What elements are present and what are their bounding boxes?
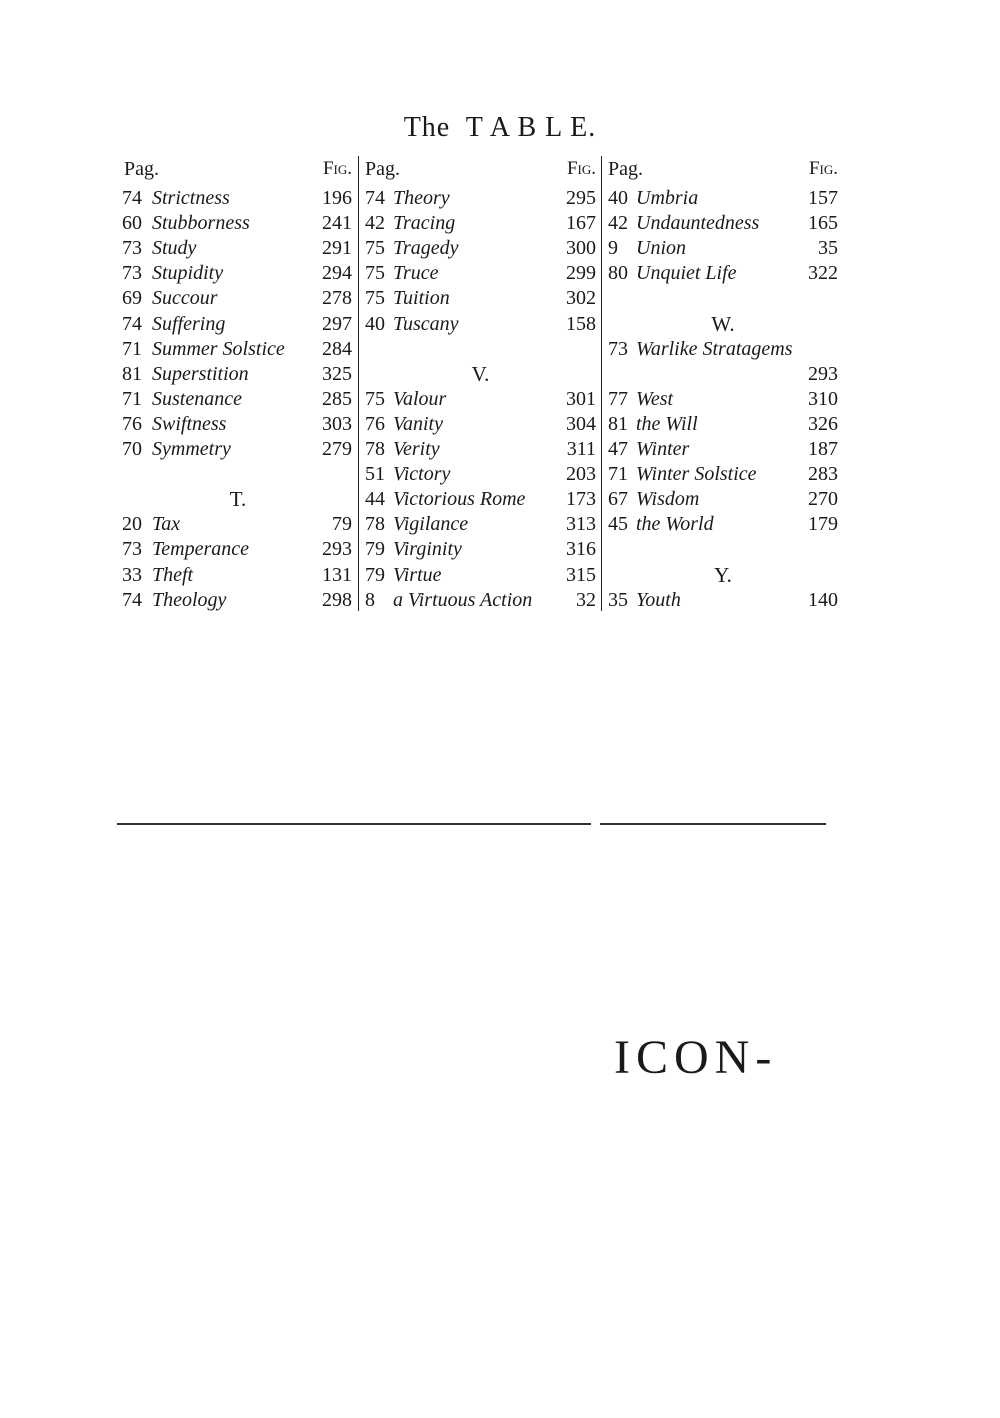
- entry-name: a Virtuous Action: [393, 589, 533, 611]
- figure-number: 203: [566, 463, 596, 485]
- section-letter: T.: [229, 487, 247, 511]
- figure-number: 173: [566, 488, 596, 510]
- page-number: 81: [608, 413, 628, 435]
- entry-name: Stupidity: [152, 262, 224, 284]
- page-number: 47: [608, 438, 628, 460]
- index-entry: [359, 512, 596, 537]
- figure-number: 157: [808, 187, 838, 209]
- figure-number: 316: [566, 538, 596, 560]
- fig-header: Fig.: [566, 158, 596, 179]
- index-entry: [118, 437, 352, 462]
- entry-name: Summer Solstice: [152, 338, 285, 360]
- page-number: 45: [608, 513, 628, 535]
- index-entry: [118, 286, 352, 311]
- entry-name: Tax: [152, 513, 181, 535]
- entry-name: Umbria: [636, 187, 699, 209]
- page-number: 80: [608, 262, 628, 284]
- index-entry: [118, 186, 352, 211]
- figure-number: 294: [322, 262, 352, 284]
- index-entry: [118, 537, 352, 562]
- page-number: 74: [122, 589, 142, 611]
- index-column-1: [118, 156, 358, 611]
- index-entry: [602, 512, 838, 537]
- figure-number: 196: [322, 187, 352, 209]
- page-number: 42: [365, 212, 385, 234]
- index-entry: [602, 362, 838, 387]
- page-number: 42: [608, 212, 628, 234]
- index-entry: [118, 512, 352, 537]
- index-entry: [118, 211, 352, 236]
- fig-header: Fig.: [322, 158, 352, 179]
- index-entry: [602, 437, 838, 462]
- figure-number: 304: [566, 413, 596, 435]
- index-entry: [118, 362, 352, 387]
- index-entry: [359, 236, 596, 261]
- figure-number: 131: [322, 564, 352, 586]
- figure-number: 279: [322, 438, 352, 460]
- page-number: 75: [365, 262, 385, 284]
- figure-number: 302: [566, 287, 596, 309]
- pag-header: Pag.: [365, 158, 400, 180]
- entry-name: Victorious Rome: [393, 488, 526, 510]
- entry-name: Stubborness: [152, 212, 250, 234]
- page-number: 79: [365, 564, 385, 586]
- page-number: 78: [365, 513, 385, 535]
- figure-number: 293: [808, 363, 838, 385]
- index-entry: [118, 588, 352, 613]
- index-entry: [602, 462, 838, 487]
- index-entry: [602, 337, 838, 362]
- page-number: 35: [608, 589, 628, 611]
- page-number: 78: [365, 438, 385, 460]
- index-entry: [118, 387, 352, 412]
- index-column-3: [601, 156, 844, 611]
- catchword: ICON-: [614, 1031, 778, 1084]
- page-number: 44: [365, 488, 385, 510]
- figure-number: 187: [808, 438, 838, 460]
- entry-name: Vigilance: [393, 513, 469, 535]
- figure-number: 283: [808, 463, 838, 485]
- figure-number: 300: [566, 237, 596, 259]
- page-number: 79: [365, 538, 385, 560]
- page-number: 73: [122, 262, 142, 284]
- index-entry: [602, 236, 838, 261]
- figure-number: 313: [566, 513, 596, 535]
- index-entry: [359, 563, 596, 588]
- entry-name: West: [636, 388, 674, 410]
- page-number: 73: [122, 237, 142, 259]
- page-number: 77: [608, 388, 628, 410]
- divider-rule-right: [600, 823, 826, 825]
- entry-name: Temperance: [152, 538, 250, 560]
- entry-name: Wisdom: [636, 488, 700, 510]
- entry-name: Superstition: [152, 363, 249, 385]
- figure-number: 270: [808, 488, 838, 510]
- entry-name: Warlike Stratagems: [636, 338, 793, 360]
- page-number: 70: [122, 438, 142, 460]
- page-number: 75: [365, 287, 385, 309]
- entry-name: the Will: [636, 413, 698, 435]
- figure-number: 285: [322, 388, 352, 410]
- entry-name: Victory: [393, 463, 451, 485]
- page-number: 73: [122, 538, 142, 560]
- index-entry: [602, 186, 838, 211]
- figure-number: 297: [322, 313, 352, 335]
- index-entry: [359, 211, 596, 236]
- figure-number: 301: [566, 388, 596, 410]
- index-entry: [359, 462, 596, 487]
- figure-number: 295: [566, 187, 596, 209]
- page-number: 20: [122, 513, 142, 535]
- section-letter: V.: [471, 362, 490, 386]
- index-entry: [602, 487, 838, 512]
- figure-number: 284: [322, 338, 352, 360]
- entry-name: Tracing: [393, 212, 456, 234]
- figure-number: 325: [322, 363, 352, 385]
- entry-name: Sustenance: [152, 388, 242, 410]
- figure-number: 322: [808, 262, 838, 284]
- figure-number: 32: [576, 589, 596, 611]
- index-entry: [602, 387, 838, 412]
- entry-name: Valour: [393, 388, 447, 410]
- figure-number: 79: [332, 513, 352, 535]
- entry-name: Succour: [152, 287, 218, 309]
- page-number: 76: [365, 413, 385, 435]
- entry-name: Study: [152, 237, 197, 259]
- index-entry: [359, 487, 596, 512]
- entry-name: Virginity: [393, 538, 462, 560]
- index-entry: [359, 261, 596, 286]
- entry-name: Union: [636, 237, 686, 259]
- entry-name: Virtue: [393, 564, 442, 586]
- index-entry: [359, 437, 596, 462]
- page-number: 69: [122, 287, 142, 309]
- entry-name: Theft: [152, 564, 194, 586]
- entry-name: Tragedy: [393, 237, 459, 259]
- figure-number: 241: [322, 212, 352, 234]
- entry-name: Undauntedness: [636, 212, 760, 234]
- index-entry: [359, 412, 596, 437]
- section-letter: W.: [711, 312, 735, 336]
- entry-name: Truce: [393, 262, 439, 284]
- figure-number: 315: [566, 564, 596, 586]
- page-title: The T A B L E.: [403, 112, 597, 143]
- page-number: 8: [365, 589, 375, 611]
- index-entry: [359, 312, 596, 337]
- figure-number: 310: [808, 388, 838, 410]
- page-number: 71: [122, 338, 142, 360]
- page-number: 75: [365, 237, 385, 259]
- figure-number: 167: [566, 212, 596, 234]
- entry-name: Tuscany: [393, 313, 459, 335]
- entry-name: Verity: [393, 438, 440, 460]
- index-entry: [602, 211, 838, 236]
- page-number: 81: [122, 363, 142, 385]
- entry-name: Tuition: [393, 287, 450, 309]
- page-number: 73: [608, 338, 628, 360]
- index-entry: [359, 186, 596, 211]
- pag-header: Pag.: [608, 158, 643, 180]
- figure-number: 291: [322, 237, 352, 259]
- page-number: 33: [122, 564, 142, 586]
- figure-number: 158: [566, 313, 596, 335]
- figure-number: 326: [808, 413, 838, 435]
- index-entry: [118, 236, 352, 261]
- entry-name: Vanity: [393, 413, 443, 435]
- page-number: 40: [608, 187, 628, 209]
- page-number: 40: [365, 313, 385, 335]
- index-entry: [118, 337, 352, 362]
- entry-name: Winter: [636, 438, 690, 460]
- entry-name: the World: [636, 513, 714, 535]
- fig-header: Fig.: [808, 158, 838, 179]
- figure-number: 179: [808, 513, 838, 535]
- index-entry: [359, 387, 596, 412]
- figure-number: 35: [818, 237, 838, 259]
- pag-header: Pag.: [124, 158, 159, 180]
- figure-number: 293: [322, 538, 352, 560]
- entry-name: Theory: [393, 187, 450, 209]
- index-entry: [118, 412, 352, 437]
- page-number: 9: [608, 237, 618, 259]
- page-number: 74: [365, 187, 385, 209]
- entry-name: Unquiet Life: [636, 262, 737, 284]
- figure-number: 311: [566, 438, 596, 460]
- figure-number: 303: [322, 413, 352, 435]
- index-entry: [118, 261, 352, 286]
- figure-number: 165: [808, 212, 838, 234]
- page-number: 60: [122, 212, 142, 234]
- entry-name: Swiftness: [152, 413, 227, 435]
- index-entry: [602, 412, 838, 437]
- page-number: 71: [608, 463, 628, 485]
- page-number: 51: [365, 463, 385, 485]
- figure-number: 140: [808, 589, 838, 611]
- page-number: 71: [122, 388, 142, 410]
- page-number: 75: [365, 388, 385, 410]
- index-entry: [602, 261, 838, 286]
- index-entry: [118, 312, 352, 337]
- entry-name: Winter Solstice: [636, 463, 757, 485]
- divider-rule-left: [117, 823, 591, 825]
- index-entry: [602, 588, 838, 613]
- index-entry: [359, 286, 596, 311]
- page-number: 74: [122, 313, 142, 335]
- section-letter: Y.: [714, 563, 732, 587]
- figure-number: 298: [322, 589, 352, 611]
- index-entry: [359, 537, 596, 562]
- entry-name: Symmetry: [152, 438, 231, 460]
- entry-name: Youth: [636, 589, 681, 611]
- page-number: 74: [122, 187, 142, 209]
- page-number: 67: [608, 488, 628, 510]
- index-entry: [359, 588, 596, 613]
- page-number: 76: [122, 413, 142, 435]
- index-entry: [118, 563, 352, 588]
- entry-name: Theology: [152, 589, 227, 611]
- index-column-2: [358, 156, 602, 611]
- entry-name: Strictness: [152, 187, 230, 209]
- entry-name: Suffering: [152, 313, 226, 335]
- figure-number: 278: [322, 287, 352, 309]
- figure-number: 299: [566, 262, 596, 284]
